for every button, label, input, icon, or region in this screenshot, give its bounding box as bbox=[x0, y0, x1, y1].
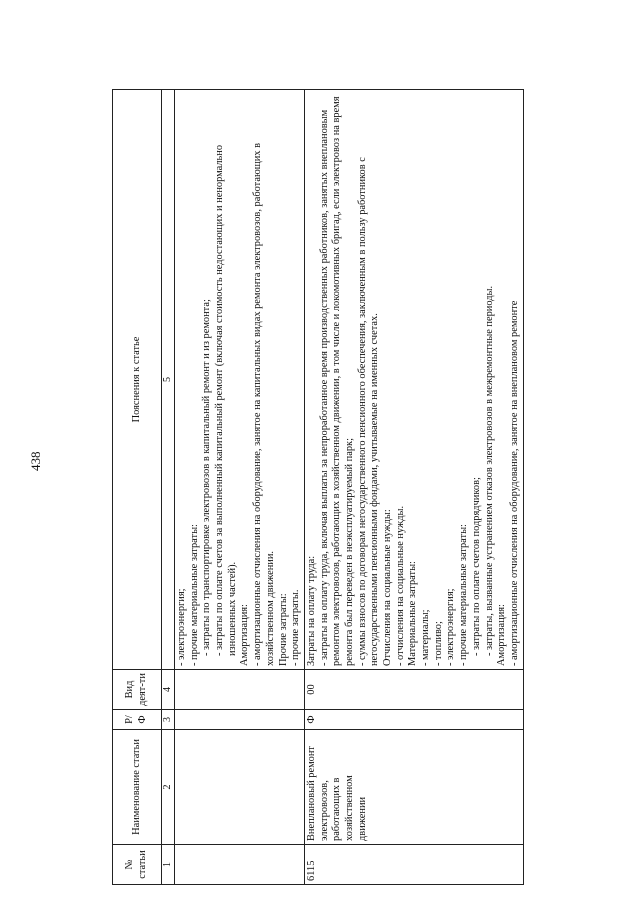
explanation-line: - прочие материальные затраты: bbox=[188, 524, 200, 666]
explanation-line: - затраты по оплате счетов за выполненный капитальный ремонт (включая стоимость недостающих и ненормально изношенных частей). bbox=[214, 144, 238, 656]
column-number: 5 bbox=[162, 90, 175, 670]
column-number: 3 bbox=[162, 710, 175, 730]
explanation-line: Амортизация: bbox=[239, 604, 251, 666]
explanation-line: Амортизация: bbox=[496, 604, 508, 666]
item-explanation bbox=[175, 90, 305, 670]
item-name: Внеплановый ремонт электровозов, работающих в хозяйственном движении bbox=[304, 730, 523, 845]
explanation-line: - амортизационные отчисления на оборудование, занятое на внеплановом ремонте bbox=[508, 300, 520, 666]
item-explanation bbox=[304, 90, 523, 670]
explanation-line: - суммы взносов по договорам негосударственного пенсионного обеспечения, заключенным в пользу работников с негосударственными пенсионными фондами, учитываемые на именных счетах. bbox=[356, 157, 381, 666]
item-activity-type: 00 bbox=[304, 670, 523, 710]
header-explanations: Пояснения к статье bbox=[113, 90, 162, 670]
explanation-line: - амортизационные отчисления на оборудование, занятое на капитальных видах ремонта электровозов, работающих в хозяйственном движении. bbox=[252, 143, 276, 666]
explanation-line: - электроэнергия; bbox=[176, 588, 187, 666]
column-number-row bbox=[162, 90, 175, 885]
explanation-line: - отчисления на социальные нужды. bbox=[394, 505, 406, 666]
item-name bbox=[175, 730, 305, 845]
header-item-name: Наименование статьи bbox=[113, 730, 162, 845]
explanation-line: - топливо; bbox=[432, 621, 444, 666]
column-number: 2 bbox=[162, 730, 175, 845]
explanation-line: Прочие затраты: bbox=[277, 593, 289, 666]
table-row bbox=[304, 90, 523, 885]
column-number: 4 bbox=[162, 670, 175, 710]
explanation-line: - прочие затраты. bbox=[290, 589, 302, 666]
page-number: 438 bbox=[28, 451, 43, 471]
item-rf: Ф bbox=[304, 710, 523, 730]
column-number: 1 bbox=[162, 845, 175, 885]
explanation-line: - материалы; bbox=[420, 609, 432, 666]
explanation-line: Материальные затраты: bbox=[407, 561, 419, 666]
explanation-line: - прочие материальные затраты: bbox=[458, 524, 470, 666]
table-row bbox=[175, 90, 305, 885]
header-row bbox=[113, 90, 162, 885]
item-code bbox=[175, 845, 305, 885]
item-activity-type bbox=[175, 670, 305, 710]
explanation-line: - затраты, вызванные устранением отказов электровозов в межремонтные периоды. bbox=[483, 285, 495, 656]
header-item-number: № статьи bbox=[113, 845, 162, 885]
item-rf bbox=[175, 710, 305, 730]
explanation-line: Затраты на оплату труда: bbox=[305, 555, 317, 666]
explanation-line: Отчисления на социальные нужды: bbox=[382, 509, 393, 666]
explanation-line: - затраты по транспортировке электровозов в капитальный ремонт и из ремонта; bbox=[201, 299, 213, 656]
item-code: 6115 bbox=[304, 845, 523, 885]
explanation-line: - затраты на оплату труда, включая выплаты за непроработанное время производственных работников, занятых внеплановым ремонтом электровозов, работающих в хозяйственном движении, в том числе и локомотивных бригад, если электровоз на время ремонта был переведен в неэксплуатируемый парк; bbox=[318, 96, 355, 666]
explanation-line: - электроэнергия; bbox=[445, 588, 457, 666]
header-activity-type: Вид деят-ти bbox=[113, 670, 162, 710]
rotated-page-content bbox=[112, 90, 588, 885]
cost-items-table bbox=[112, 89, 524, 885]
explanation-line: - затраты по оплате счетов подрядчиков; bbox=[470, 477, 482, 656]
header-rf: Р/ Ф bbox=[113, 710, 162, 730]
